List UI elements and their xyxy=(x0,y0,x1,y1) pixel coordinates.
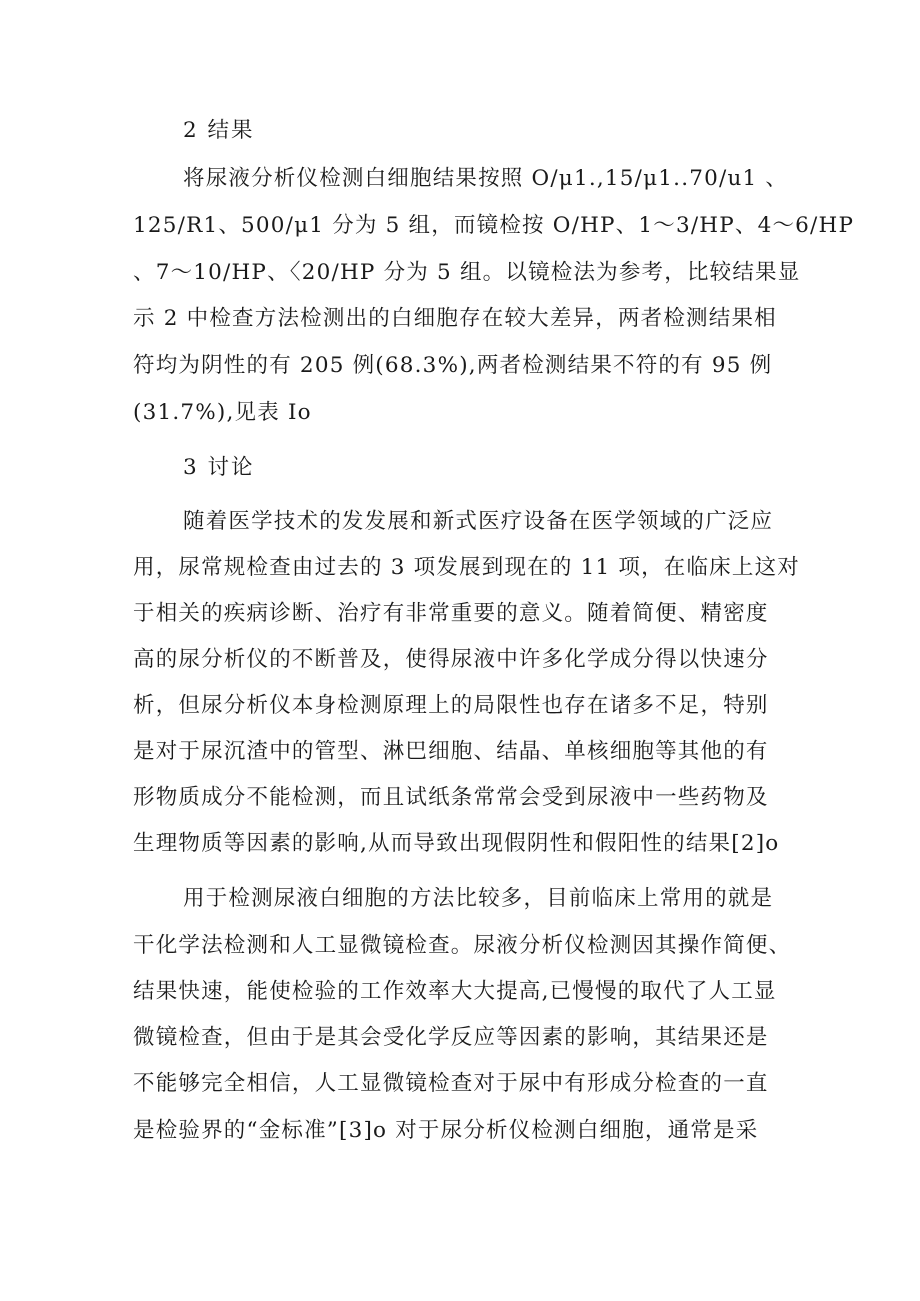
paragraph-line: 是检验界的“金标准”[3]o 对于尿分析仪检测白细胞，通常是采 xyxy=(133,1118,759,1143)
paragraph-line: 结果快速，能使检验的工作效率大大提高,已慢慢的取代了人工显 xyxy=(133,979,777,1004)
paragraph-line: 125/R1、500/μ1 分为 5 组，而镜检按 O/HP、1～3/HP、4～6/HP xyxy=(133,213,855,238)
paragraph-line: 于相关的疾病诊断、治疗有非常重要的意义。随着简便、精密度 xyxy=(133,601,769,626)
paragraph-line: 高的尿分析仪的不断普及，使得尿液中许多化学成分得以快速分 xyxy=(133,647,769,672)
paragraph-line: 生理物质等因素的影响,从而导致出现假阴性和假阳性的结果[2]o xyxy=(133,831,780,856)
paragraph-line: 随着医学技术的发发展和新式医疗设备在医学领域的广泛应 xyxy=(183,509,774,534)
section-heading-results: 2 结果 xyxy=(183,118,255,143)
paragraph-line: 不能够完全相信，人工显微镜检查对于尿中有形成分检查的一直 xyxy=(133,1071,769,1096)
paragraph-line: 析，但尿分析仪本身检测原理上的局限性也存在诸多不足，特别 xyxy=(133,693,769,718)
paragraph-line: 是对于尿沉渣中的管型、淋巴细胞、结晶、单核细胞等其他的有 xyxy=(133,739,769,764)
paragraph-line: 示 2 中检查方法检测出的白细胞存在较大差异，两者检测结果相 xyxy=(133,306,777,331)
paragraph-line: 形物质成分不能检测，而且试纸条常常会受到尿液中一些药物及 xyxy=(133,785,769,810)
paragraph-line: 、7～10/HP、〈20/HP 分为 5 组。以镜检法为参考，比较结果显 xyxy=(133,260,801,285)
paragraph-line: 将尿液分析仪检测白细胞结果按照 O∕μ1.,15∕μ1..70/u1 、 xyxy=(183,166,789,191)
paragraph-line: 干化学法检测和人工显微镜检查。尿液分析仪检测因其操作简便、 xyxy=(133,933,792,958)
section-heading-discussion: 3 讨论 xyxy=(183,455,255,480)
paragraph-line: 微镜检查，但由于是其会受化学反应等因素的影响，其结果还是 xyxy=(133,1025,769,1050)
paragraph-line: 用于检测尿液白细胞的方法比较多，目前临床上常用的就是 xyxy=(183,886,774,911)
paragraph-line: 符均为阴性的有 205 例(68.3%),两者检测结果不符的有 95 例 xyxy=(133,353,773,378)
paragraph-line: (31.7%),见表 Io xyxy=(133,400,312,425)
paragraph-line: 用，尿常规检查由过去的 3 项发展到现在的 11 项，在临床上这对 xyxy=(133,555,800,580)
